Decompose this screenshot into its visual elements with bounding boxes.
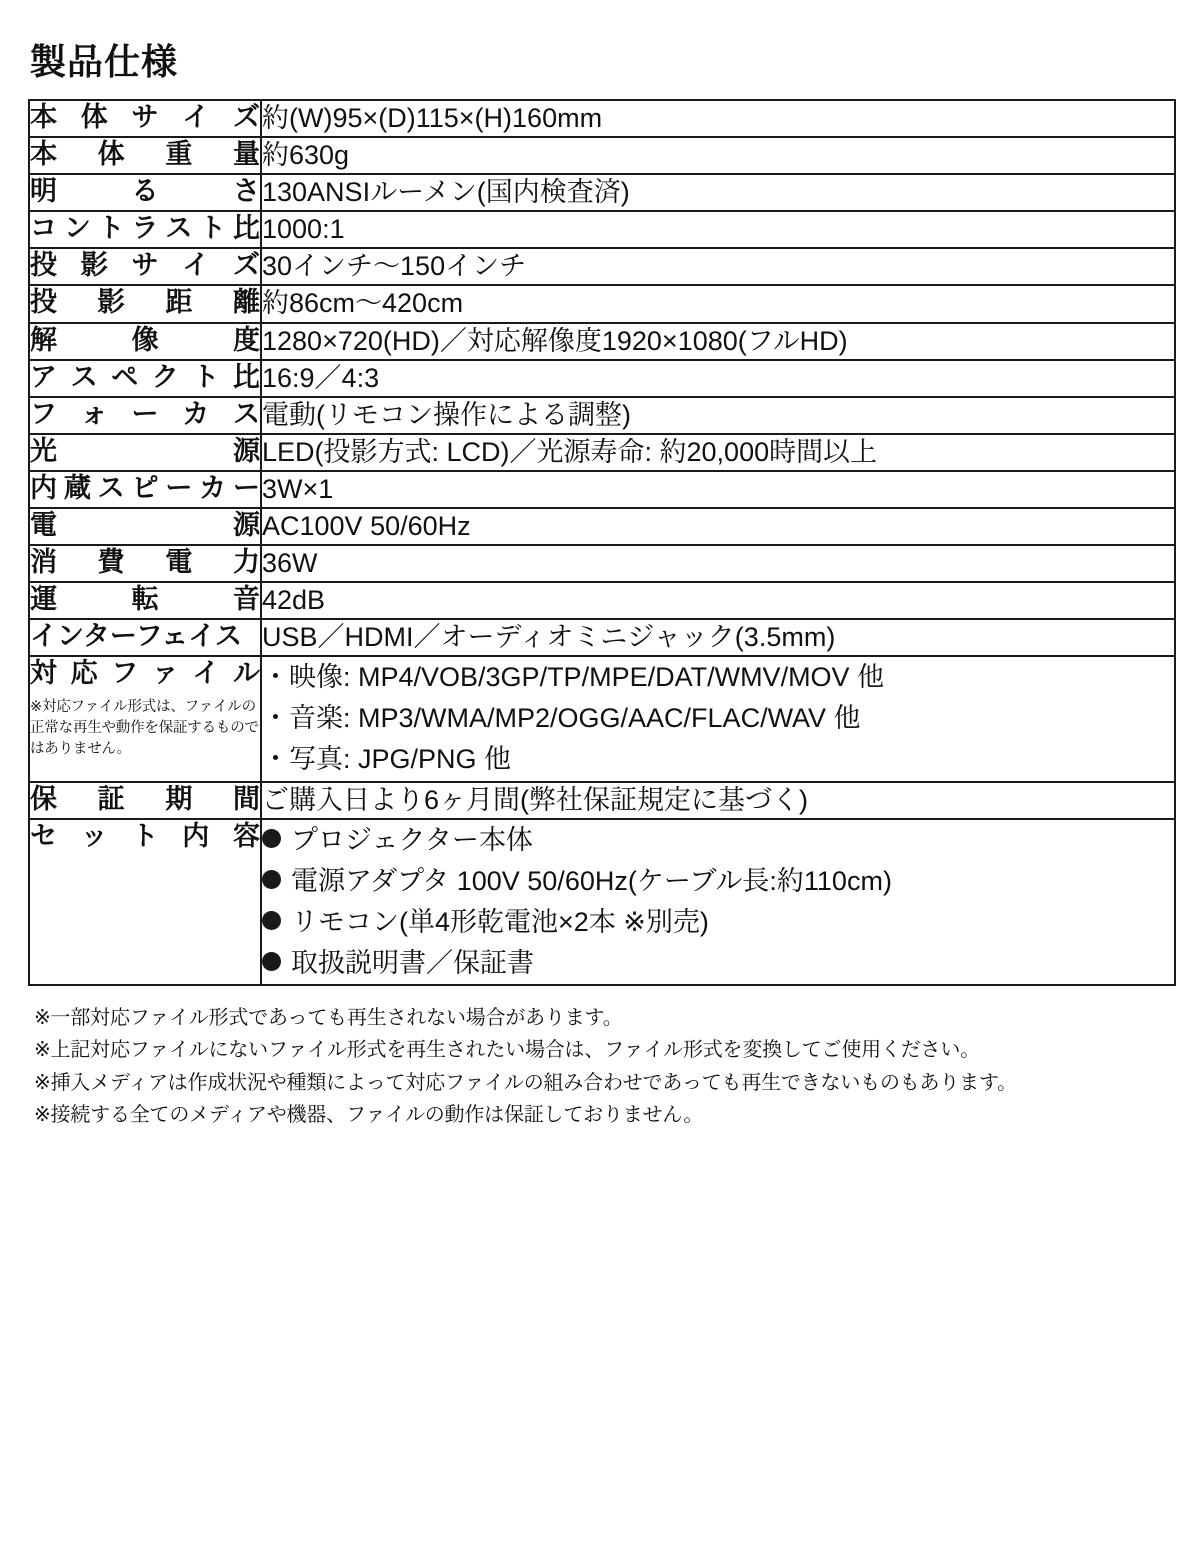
table-row xyxy=(29,285,1175,322)
bullet-dot-icon xyxy=(262,952,281,971)
row-value: 36W xyxy=(261,545,1175,582)
row-value-supported-files xyxy=(261,656,1175,781)
row-value: AC100V 50/60Hz xyxy=(261,508,1175,545)
bullet-dot-icon xyxy=(262,829,281,848)
row-value: 30インチ〜150インチ xyxy=(261,248,1175,285)
row-value-set-contents xyxy=(261,819,1175,985)
list-item xyxy=(262,861,1174,902)
row-label: 本 体 サ イ ズ xyxy=(29,100,261,137)
row-value: 1000:1 xyxy=(261,211,1175,248)
footnote-item: ※挿入メディアは作成状況や種類によって対応ファイルの組み合わせであっても再生できないものもあります。 xyxy=(34,1071,1017,1094)
footnote-item: ※上記対応ファイルにないファイル形式を再生されたい場合は、ファイル形式を変換してご使用ください。 xyxy=(34,1039,980,1062)
row-value: 130ANSIルーメン(国内検査済) xyxy=(261,174,1175,211)
row-label: インターフェイス xyxy=(29,619,261,656)
table-row xyxy=(29,545,1175,582)
row-label: 運 転 音 xyxy=(29,582,261,619)
row-label: 光 源 xyxy=(29,434,261,471)
table-row xyxy=(29,582,1175,619)
row-value: 16:9／4:3 xyxy=(261,360,1175,397)
list-item xyxy=(262,943,1174,984)
specification-table-body xyxy=(29,100,1175,985)
footnotes xyxy=(34,1002,1194,1132)
row-label: 解 像 度 xyxy=(29,323,261,360)
list-item xyxy=(262,902,1174,943)
row-label-supported-files xyxy=(29,656,261,781)
row-value: 3W×1 xyxy=(261,471,1175,508)
bullet-dot-icon xyxy=(262,870,281,889)
table-row xyxy=(29,211,1175,248)
footnote-item: ※接続する全てのメディアや機器、ファイルの動作は保証しておりません。 xyxy=(34,1103,704,1126)
row-label: 電 源 xyxy=(29,508,261,545)
table-row xyxy=(29,619,1175,656)
table-row-set-contents xyxy=(29,819,1175,985)
row-label: 本 体 重 量 xyxy=(29,137,261,174)
list-item-label: プロジェクター本体 xyxy=(291,824,533,855)
row-value: 約(W)95×(D)115×(H)160mm xyxy=(261,100,1175,137)
row-value: USB／HDMI／オーディオミニジャック(3.5mm) xyxy=(261,619,1175,656)
table-row xyxy=(29,471,1175,508)
row-label: 投 影 サ イ ズ xyxy=(29,248,261,285)
row-value: LED(投影方式: LCD)／光源寿命: 約20,000時間以上 xyxy=(261,434,1175,471)
row-label-set-contents: セ ッ ト 内 容 xyxy=(29,819,261,985)
row-label: 明 る さ xyxy=(29,174,261,211)
row-label: 内 蔵 ス ピ ー カ ー xyxy=(29,471,261,508)
table-row xyxy=(29,100,1175,137)
specification-table xyxy=(28,99,1176,986)
row-value: 約86cm〜420cm xyxy=(261,285,1175,322)
table-row xyxy=(29,397,1175,434)
row-label: コ ン ト ラ ス ト 比 xyxy=(29,211,261,248)
row-label: 投 影 距 離 xyxy=(29,285,261,322)
list-item-label: 取扱説明書／保証書 xyxy=(291,947,534,978)
bullet-dot-icon xyxy=(262,911,281,930)
row-label-warranty: 保 証 期 間 xyxy=(29,782,261,819)
table-row xyxy=(29,137,1175,174)
row-label: ア ス ペ ク ト 比 xyxy=(29,360,261,397)
list-item xyxy=(262,820,1174,861)
row-value: 1280×720(HD)／対応解像度1920×1080(フルHD) xyxy=(261,323,1175,360)
table-row-warranty xyxy=(29,782,1175,819)
table-row-supported-files xyxy=(29,656,1175,781)
list-item-label: 電源アダプタ 100V 50/60Hz(ケーブル長:約110cm) xyxy=(291,865,892,896)
row-label-text: 対 応 フ ァ イ ル xyxy=(30,658,260,689)
table-row xyxy=(29,174,1175,211)
file-line-photo: ・写真: JPG/PNG 他 xyxy=(262,744,512,775)
supported-files-note: ※対応ファイル形式は、ファイルの正常な再生や動作を保証するものではありません。 xyxy=(30,699,259,758)
table-row xyxy=(29,434,1175,471)
row-value: 約630g xyxy=(261,137,1175,174)
footnote-item: ※一部対応ファイル形式であっても再生されない場合があります。 xyxy=(34,1006,623,1029)
row-value-warranty: ご購入日より6ヶ月間(弊社保証規定に基づく) xyxy=(261,782,1175,819)
table-row xyxy=(29,323,1175,360)
table-row xyxy=(29,360,1175,397)
row-label: 消 費 電 力 xyxy=(29,545,261,582)
file-line-video: ・映像: MP4/VOB/3GP/TP/MPE/DAT/WMV/MOV 他 xyxy=(262,662,885,693)
file-line-audio: ・音楽: MP3/WMA/MP2/OGG/AAC/FLAC/WAV 他 xyxy=(262,703,861,734)
list-item-label: リモコン(単4形乾電池×2本 ※別売) xyxy=(291,906,709,937)
table-row xyxy=(29,248,1175,285)
row-value: 42dB xyxy=(261,582,1175,619)
table-row xyxy=(29,508,1175,545)
row-label: フ ォ ー カ ス xyxy=(29,397,261,434)
page-title: 製品仕様 xyxy=(30,41,179,82)
row-value: 電動(リモコン操作による調整) xyxy=(261,397,1175,434)
